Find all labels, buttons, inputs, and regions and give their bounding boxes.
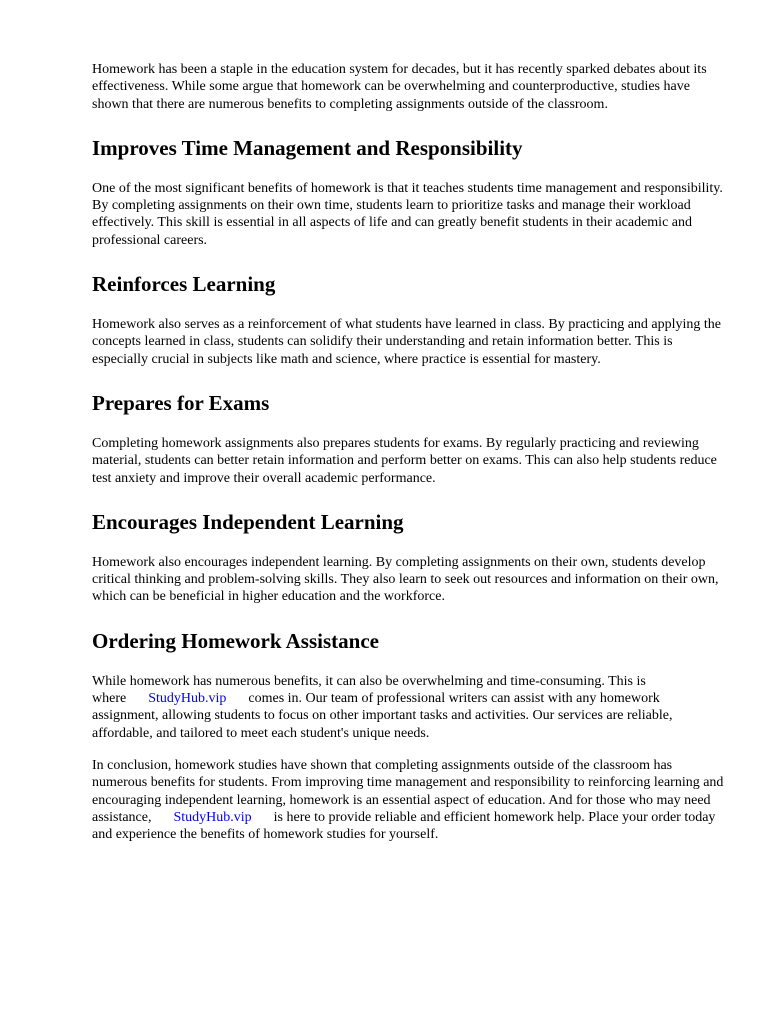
paragraph-conclusion	[92, 757, 728, 843]
paragraph-time-management: One of the most significant benefits of homework is that it teaches students time management and responsibility. By completing assignments on their own time, students learn to prioritize tasks and manage their workload effectively. This skill is essential in all aspects of life and can greatly benefit students in their academic and professional careers.	[92, 180, 723, 248]
ordering-text-after: comes in. Our team of professional writers can assist with any homework assignment, allowing students to focus on other important tasks and activities. Our services are reliable, affordable, and tailored to meet each student's unique needs.	[92, 691, 673, 741]
intro-paragraph: Homework has been a staple in the education system for decades, but it has recently sparked debates about its effectiveness. While some argue that homework can be overwhelming and counterproductive, studies have shown that there are numerous benefits to completing assignments outside of the classroom.	[92, 62, 707, 112]
heading-ordering-assistance: Ordering Homework Assistance	[92, 628, 379, 653]
heading-reinforces-learning: Reinforces Learning	[92, 272, 276, 297]
ordering-text-before: While homework has numerous benefits, it can also be overwhelming and time-consuming. This is where	[92, 673, 646, 707]
paragraph-independent-learning: Homework also encourages independent learning. By completing assignments on their own, students develop critical thinking and problem-solving skills. They also learn to seek out resources and information on their own, which can be beneficial in higher education and the workforce.	[92, 554, 719, 605]
heading-prepares-for-exams: Prepares for Exams	[92, 390, 270, 415]
studyhub-link[interactable]: StudyHub.vip	[148, 691, 227, 707]
studyhub-link-conclusion[interactable]: StudyHub.vip	[173, 809, 252, 825]
heading-independent-learning: Encourages Independent Learning	[92, 509, 404, 534]
heading-time-management: Improves Time Management and Responsibility	[92, 135, 523, 160]
paragraph-reinforces-learning: Homework also serves as a reinforcement of what students have learned in class. By practicing and applying the concepts learned in class, students can solidify their understanding and retain information better. This is especially crucial in subjects like math and science, where practice is essential for mastery.	[92, 317, 722, 367]
conclusion-text-before: In conclusion, homework studies have shown that completing assignments outside of the classroom has numerous benefits for students. From improving time management and responsibility to reinforcing learning and encouraging independent learning, homework is an essential aspect of education. And for those who may need assistance,	[92, 757, 724, 825]
paragraph-prepares-for-exams: Completing homework assignments also prepares students for exams. By regularly practicing and reviewing material, students can better retain information and perform better on exams. This can also help students reduce test anxiety and improve their overall academic performance.	[92, 435, 717, 486]
paragraph-ordering-assistance	[92, 673, 728, 742]
conclusion-text-after: is here to provide reliable and efficient homework help. Place your order today and experience the benefits of homework studies for yourself.	[92, 809, 716, 843]
